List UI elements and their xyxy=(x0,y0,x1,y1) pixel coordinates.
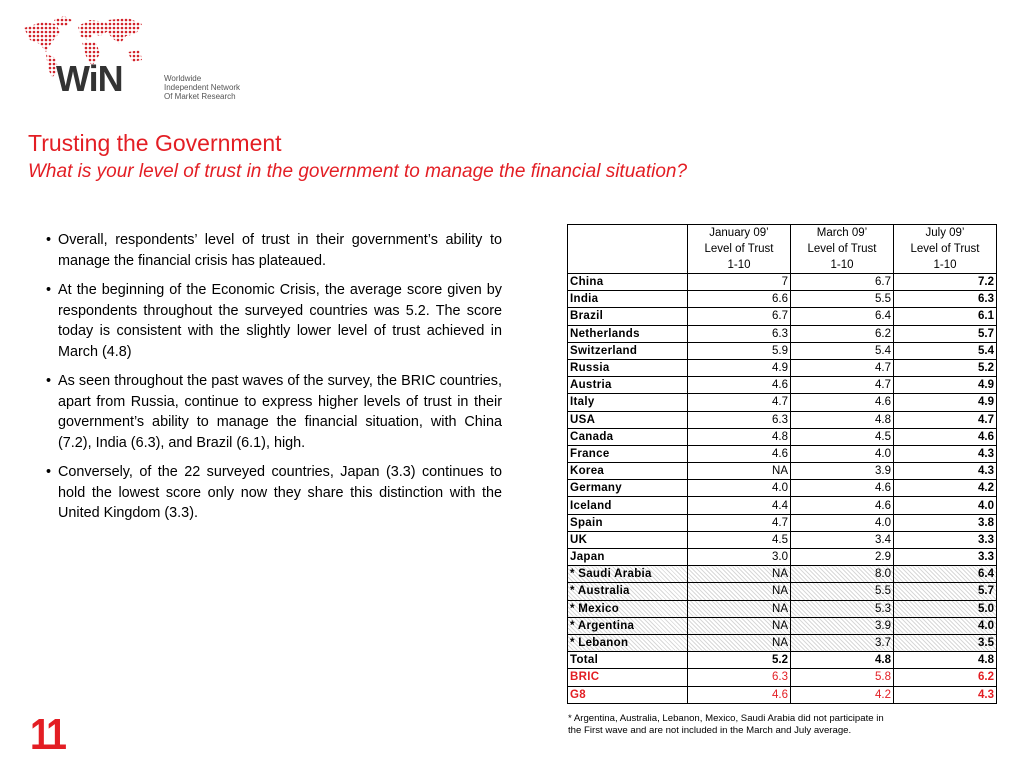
country-cell: China xyxy=(568,274,688,291)
table-row xyxy=(568,463,997,480)
country-cell: Austria xyxy=(568,377,688,394)
january-value-cell: 6.3 xyxy=(688,411,791,428)
country-cell: Russia xyxy=(568,359,688,376)
column-header-line: 1-10 xyxy=(830,259,854,271)
country-cell: BRIC xyxy=(568,669,688,686)
column-header-line: January 09’ xyxy=(709,227,769,239)
july-value-cell: 4.2 xyxy=(894,480,997,497)
table-row xyxy=(568,359,997,376)
column-header-line: 1-10 xyxy=(933,259,957,271)
march-value-cell: 6.2 xyxy=(791,325,894,342)
january-value-cell: NA xyxy=(688,634,791,651)
january-value-cell: 4.4 xyxy=(688,497,791,514)
march-value-cell: 4.8 xyxy=(791,652,894,669)
column-header-line: 1-10 xyxy=(727,259,751,271)
march-value-cell: 8.0 xyxy=(791,566,894,583)
country-cell: Germany xyxy=(568,480,688,497)
march-value-cell: 4.0 xyxy=(791,445,894,462)
january-value-cell: 5.2 xyxy=(688,652,791,669)
page-number: 11 xyxy=(30,710,65,759)
table-row xyxy=(568,531,997,548)
table-row xyxy=(568,480,997,497)
january-value-cell: NA xyxy=(688,600,791,617)
trust-table xyxy=(567,224,997,704)
column-header-line: Level of Trust xyxy=(910,243,980,255)
january-value-cell: 4.9 xyxy=(688,359,791,376)
country-cell: Brazil xyxy=(568,308,688,325)
table-row xyxy=(568,600,997,617)
bullet-list xyxy=(46,230,502,533)
march-value-cell: 5.3 xyxy=(791,600,894,617)
march-value-cell: 4.2 xyxy=(791,686,894,703)
july-value-cell: 4.7 xyxy=(894,411,997,428)
country-cell: Netherlands xyxy=(568,325,688,342)
country-cell: Total xyxy=(568,652,688,669)
bullet-item: • Conversely, of the 22 surveyed countries, Japan (3.3) continues to hold the lowest score only now they share this distinction with the United Kingdom (3.3). xyxy=(46,462,502,524)
country-cell: * Mexico xyxy=(568,600,688,617)
july-value-cell: 3.8 xyxy=(894,514,997,531)
column-header-march xyxy=(791,225,894,274)
july-value-cell: 6.1 xyxy=(894,308,997,325)
march-value-cell: 4.0 xyxy=(791,514,894,531)
july-value-cell: 3.5 xyxy=(894,634,997,651)
country-cell: * Saudi Arabia xyxy=(568,566,688,583)
table-body xyxy=(568,274,997,704)
country-cell: * Argentina xyxy=(568,617,688,634)
table-row xyxy=(568,634,997,651)
table-row xyxy=(568,274,997,291)
january-value-cell: NA xyxy=(688,463,791,480)
column-header-line: Level of Trust xyxy=(704,243,774,255)
table-row xyxy=(568,325,997,342)
win-logo xyxy=(16,14,256,101)
logo-tagline-line: Worldwide xyxy=(164,74,202,83)
bullet-item: • At the beginning of the Economic Crisis, the average score given by respondents throughout the surveyed countries was 5.2. The score today is consistent with the slightly lower level of trust achieved in March (4.8) xyxy=(46,280,502,362)
january-value-cell: 4.6 xyxy=(688,377,791,394)
july-value-cell: 6.4 xyxy=(894,566,997,583)
march-value-cell: 5.5 xyxy=(791,291,894,308)
column-header-january xyxy=(688,225,791,274)
july-value-cell: 3.3 xyxy=(894,531,997,548)
table-row xyxy=(568,411,997,428)
january-value-cell: 4.0 xyxy=(688,480,791,497)
march-value-cell: 5.8 xyxy=(791,669,894,686)
january-value-cell: 4.6 xyxy=(688,445,791,462)
footnote-line: the First wave and are not included in the March and July average. xyxy=(568,725,852,736)
march-value-cell: 3.9 xyxy=(791,617,894,634)
january-value-cell: NA xyxy=(688,566,791,583)
march-value-cell: 4.7 xyxy=(791,359,894,376)
country-cell: UK xyxy=(568,531,688,548)
january-value-cell: 3.0 xyxy=(688,549,791,566)
column-header-line: March 09’ xyxy=(816,227,868,239)
slide-title: Trusting the Government xyxy=(28,130,282,156)
july-value-cell: 5.7 xyxy=(894,325,997,342)
january-value-cell: 5.9 xyxy=(688,342,791,359)
march-value-cell: 5.5 xyxy=(791,583,894,600)
january-value-cell: 7 xyxy=(688,274,791,291)
march-value-cell: 3.4 xyxy=(791,531,894,548)
july-value-cell: 4.8 xyxy=(894,652,997,669)
country-cell: * Lebanon xyxy=(568,634,688,651)
table-row xyxy=(568,291,997,308)
table-row xyxy=(568,566,997,583)
march-value-cell: 4.8 xyxy=(791,411,894,428)
country-cell: G8 xyxy=(568,686,688,703)
table-row xyxy=(568,428,997,445)
january-value-cell: 4.7 xyxy=(688,394,791,411)
table-row xyxy=(568,394,997,411)
bullet-item: • Overall, respondents’ level of trust in their government’s ability to manage the financial crisis has plateaued. xyxy=(46,230,502,271)
march-value-cell: 4.5 xyxy=(791,428,894,445)
july-value-cell: 4.0 xyxy=(894,617,997,634)
january-value-cell: NA xyxy=(688,583,791,600)
january-value-cell: 4.8 xyxy=(688,428,791,445)
march-value-cell: 6.7 xyxy=(791,274,894,291)
table-row xyxy=(568,686,997,703)
july-value-cell: 4.3 xyxy=(894,686,997,703)
table-row xyxy=(568,377,997,394)
table-footnote xyxy=(568,713,988,737)
july-value-cell: 4.9 xyxy=(894,377,997,394)
table-row xyxy=(568,549,997,566)
january-value-cell: 4.6 xyxy=(688,686,791,703)
country-cell: Iceland xyxy=(568,497,688,514)
logo-wordmark: WiN xyxy=(56,58,123,99)
country-cell: Switzerland xyxy=(568,342,688,359)
country-cell: USA xyxy=(568,411,688,428)
march-value-cell: 6.4 xyxy=(791,308,894,325)
country-cell: Spain xyxy=(568,514,688,531)
july-value-cell: 5.2 xyxy=(894,359,997,376)
march-value-cell: 4.7 xyxy=(791,377,894,394)
table-row xyxy=(568,514,997,531)
table-row xyxy=(568,617,997,634)
march-value-cell: 5.4 xyxy=(791,342,894,359)
july-value-cell: 6.3 xyxy=(894,291,997,308)
table-row xyxy=(568,669,997,686)
header-blank-cell xyxy=(568,225,688,274)
column-header-july xyxy=(894,225,997,274)
july-value-cell: 4.9 xyxy=(894,394,997,411)
table-row xyxy=(568,497,997,514)
july-value-cell: 4.6 xyxy=(894,428,997,445)
country-cell: France xyxy=(568,445,688,462)
country-cell: Japan xyxy=(568,549,688,566)
january-value-cell: 4.7 xyxy=(688,514,791,531)
country-cell: Canada xyxy=(568,428,688,445)
january-value-cell: 4.5 xyxy=(688,531,791,548)
table-row xyxy=(568,583,997,600)
country-cell: Italy xyxy=(568,394,688,411)
july-value-cell: 5.4 xyxy=(894,342,997,359)
country-cell: India xyxy=(568,291,688,308)
slide-subtitle: What is your level of trust in the government to manage the financial situation? xyxy=(28,161,688,182)
country-cell: Korea xyxy=(568,463,688,480)
march-value-cell: 4.6 xyxy=(791,394,894,411)
table-row xyxy=(568,652,997,669)
march-value-cell: 3.9 xyxy=(791,463,894,480)
table-row xyxy=(568,445,997,462)
july-value-cell: 7.2 xyxy=(894,274,997,291)
logo-tagline xyxy=(164,74,240,101)
bullet-item: • As seen throughout the past waves of the survey, the BRIC countries, apart from Russia, continue to express higher levels of trust in their government’s ability to manage the financial situation, with China (7.2), India (6.3), and Brazil (6.1), high. xyxy=(46,371,502,453)
january-value-cell: 6.3 xyxy=(688,325,791,342)
july-value-cell: 6.2 xyxy=(894,669,997,686)
january-value-cell: 6.6 xyxy=(688,291,791,308)
july-value-cell: 4.0 xyxy=(894,497,997,514)
july-value-cell: 3.3 xyxy=(894,549,997,566)
table-row xyxy=(568,342,997,359)
january-value-cell: 6.3 xyxy=(688,669,791,686)
july-value-cell: 5.7 xyxy=(894,583,997,600)
january-value-cell: 6.7 xyxy=(688,308,791,325)
july-value-cell: 5.0 xyxy=(894,600,997,617)
july-value-cell: 4.3 xyxy=(894,445,997,462)
january-value-cell: NA xyxy=(688,617,791,634)
march-value-cell: 2.9 xyxy=(791,549,894,566)
march-value-cell: 3.7 xyxy=(791,634,894,651)
table-header-row xyxy=(568,225,997,274)
column-header-line: Level of Trust xyxy=(807,243,877,255)
logo-tagline-line: Of Market Research xyxy=(164,92,236,101)
footnote-line: * Argentina, Australia, Lebanon, Mexico, Saudi Arabia did not participate in xyxy=(568,713,884,724)
table-row xyxy=(568,308,997,325)
july-value-cell: 4.3 xyxy=(894,463,997,480)
march-value-cell: 4.6 xyxy=(791,480,894,497)
column-header-line: July 09’ xyxy=(925,227,965,239)
march-value-cell: 4.6 xyxy=(791,497,894,514)
country-cell: * Australia xyxy=(568,583,688,600)
logo-tagline-line: Independent Network xyxy=(164,83,241,92)
